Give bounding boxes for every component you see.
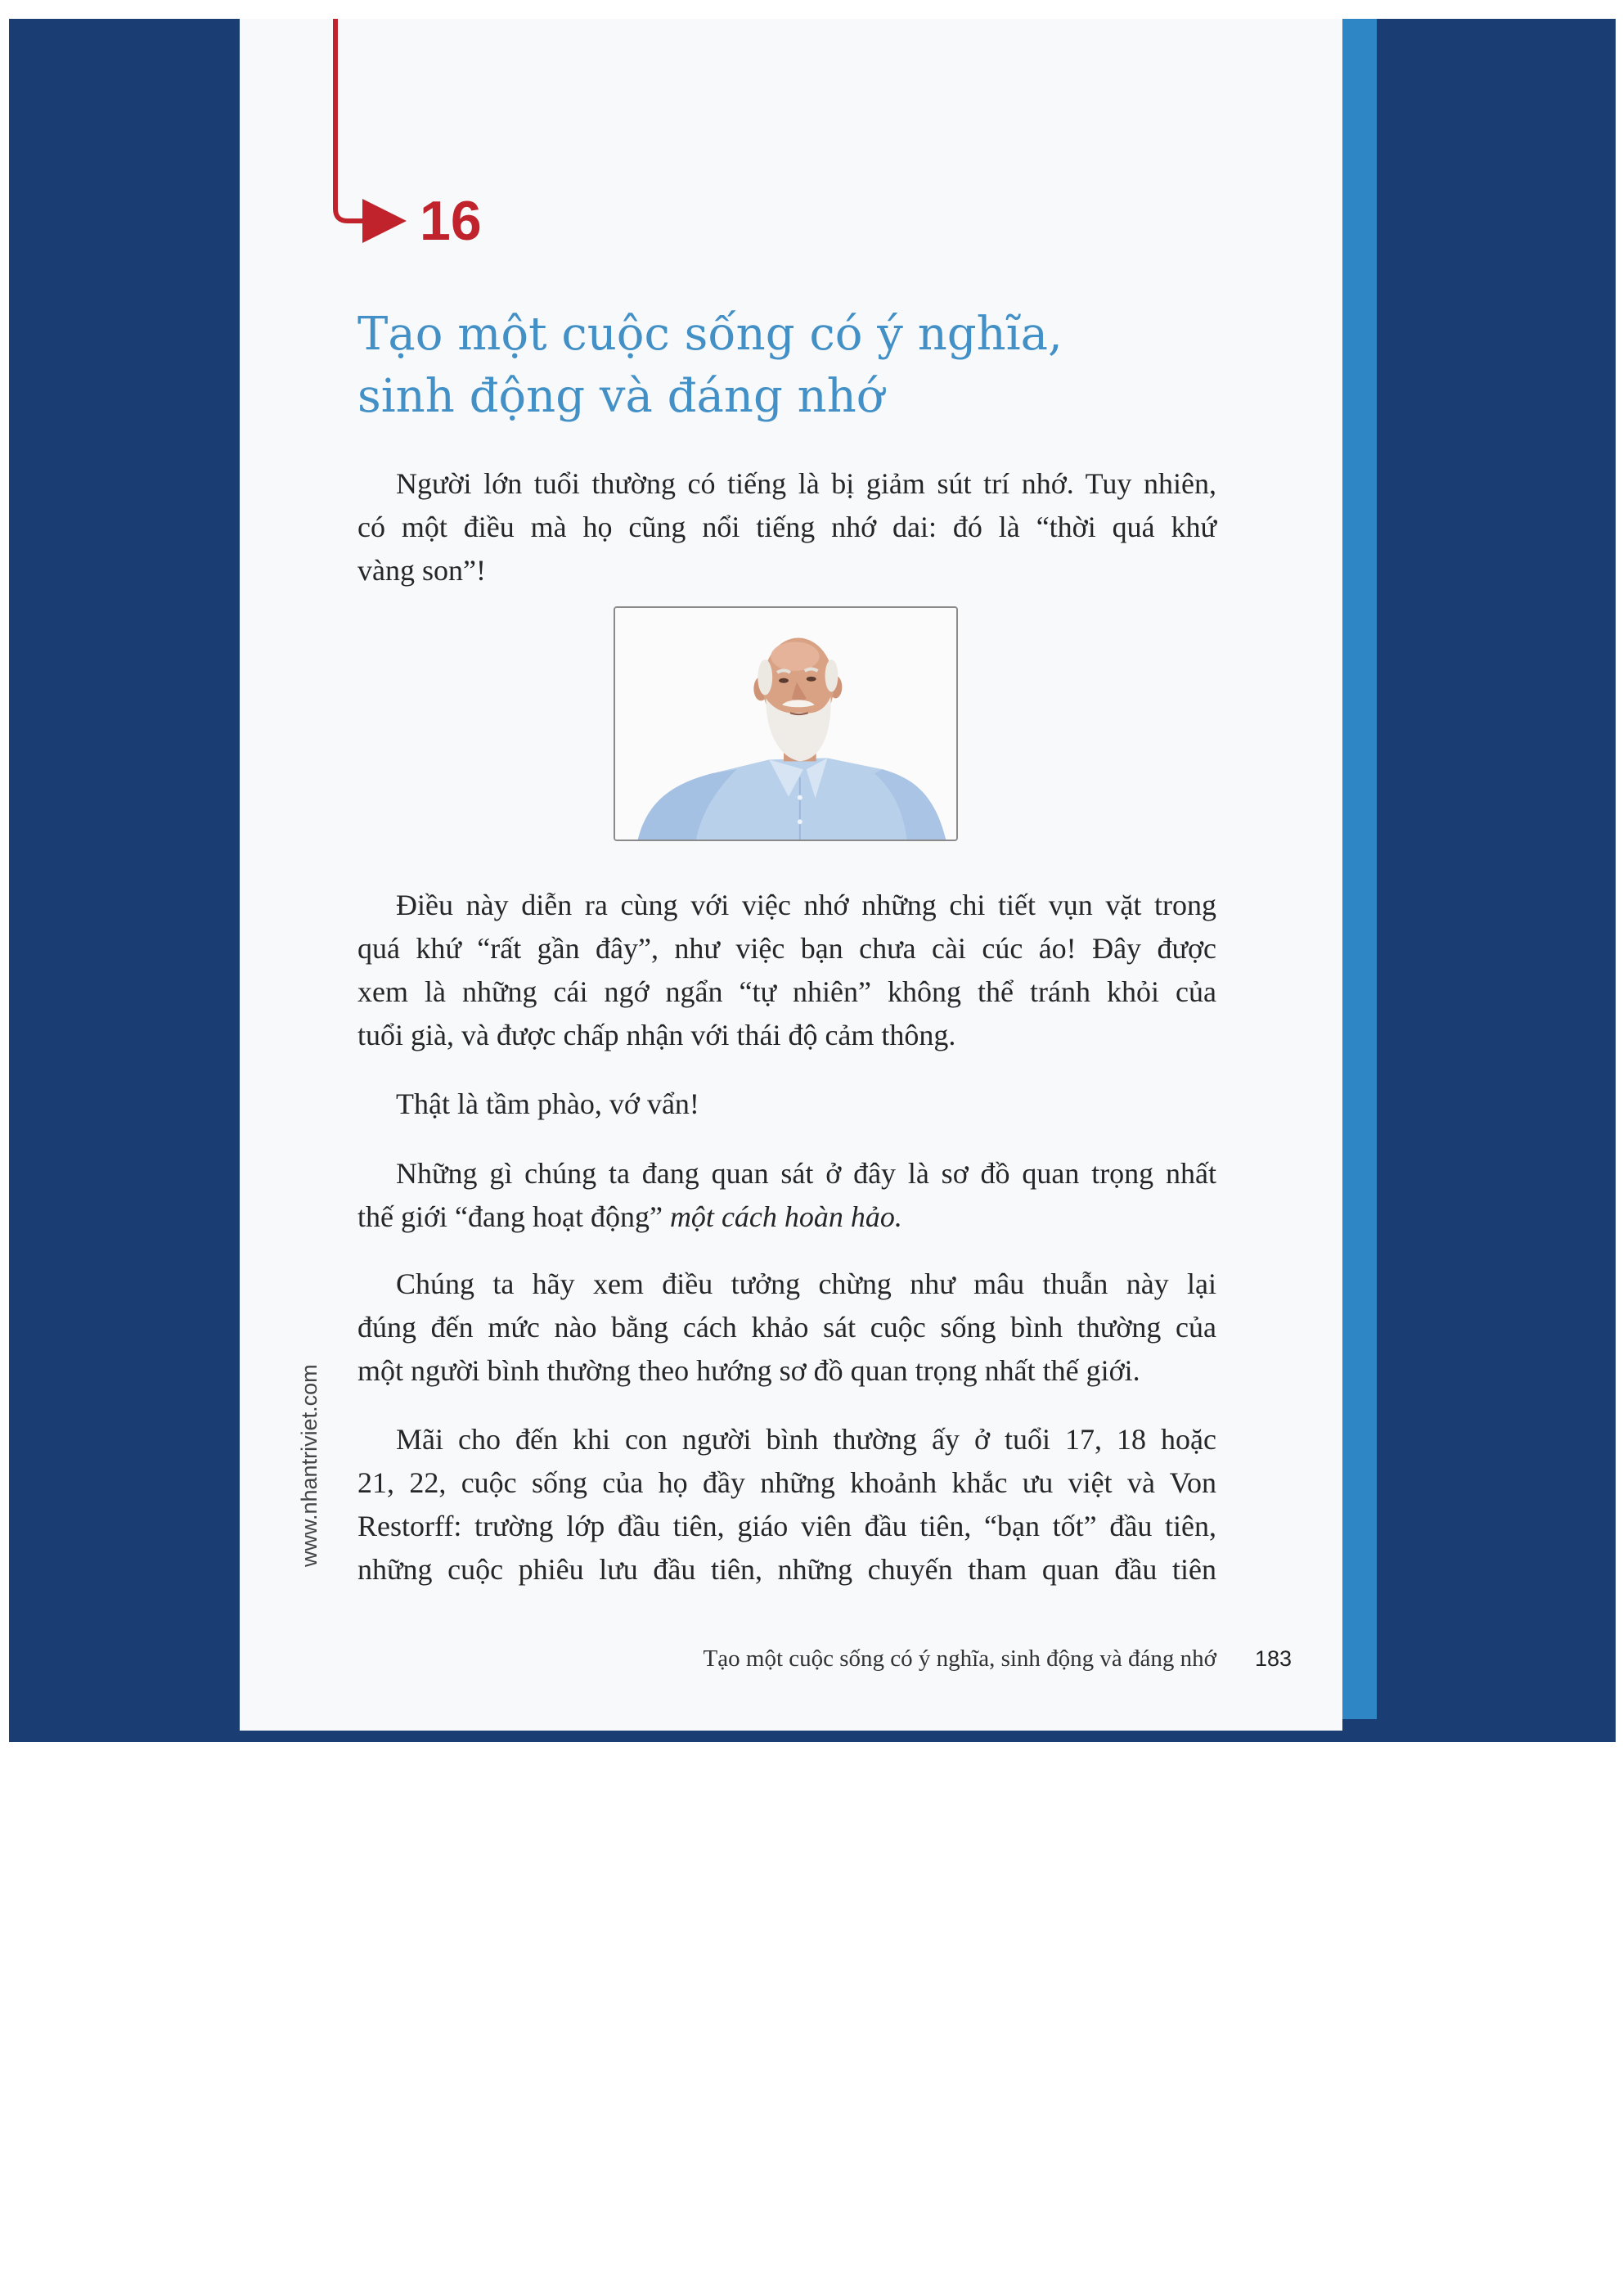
paragraph	[357, 1263, 1216, 1393]
book-page	[240, 19, 1342, 1731]
running-title: Tạo một cuộc sống có ý nghĩa, sinh động và đáng nhớ	[703, 1645, 1216, 1672]
publisher-website: www.nhantriviet.com	[297, 1364, 321, 1567]
text-line: Thật là tầm phào, vớ vẩn!	[396, 1087, 699, 1120]
text-line: một người bình thường theo hướng sơ đồ quan trọng nhất thế giới.	[357, 1354, 1140, 1387]
paragraph	[357, 1418, 1216, 1591]
text-line: Người lớn tuổi thường có tiếng là bị giảm sút trí nhớ. Tuy nhiên,	[396, 467, 1216, 500]
paragraph	[357, 1152, 1216, 1239]
text-line: những cuộc phiêu lưu đầu tiên, những chuyến tham quan đầu tiên	[357, 1553, 1216, 1586]
page-edge-strip	[1342, 19, 1377, 1719]
text-line: Chúng ta hãy xem điều tưởng chừng như mâu thuẫn này lại	[396, 1267, 1216, 1300]
text-line	[357, 1195, 1216, 1239]
text-line: đúng đến mức nào bằng cách khảo sát cuộc sống bình thường của	[357, 1311, 1216, 1344]
red-corner-arrow-icon	[323, 19, 413, 264]
text-line: Mãi cho đến khi con người bình thường ấy ở tuổi 17, 18 hoặc	[396, 1423, 1216, 1456]
text-line: tuổi già, và được chấp nhận với thái độ cảm thông.	[357, 1019, 956, 1051]
paragraph	[357, 884, 1216, 1057]
paragraph	[357, 1083, 1216, 1126]
text-line: Restorff: trường lớp đầu tiên, giáo viên đầu tiên, “bạn tốt” đầu tiên,	[357, 1510, 1216, 1542]
chapter-title-line: Tạo một cuộc sống có ý nghĩa,	[357, 308, 1063, 361]
text-line: vàng son”!	[357, 554, 486, 587]
text-line: Điều này diễn ra cùng với việc nhớ những chi tiết vụn vặt trong	[396, 889, 1216, 921]
text-line: có một điều mà họ cũng nổi tiếng nhớ dai: đó là “thời quá khứ	[357, 511, 1216, 543]
paragraph	[357, 462, 1216, 592]
text-line: 21, 22, cuộc sống của họ đầy những khoảnh khắc ưu việt và Von	[357, 1466, 1216, 1499]
page-number: 183	[1255, 1646, 1293, 1671]
portrait-photo	[614, 606, 958, 841]
text-segment: thế giới “đang hoạt động”	[357, 1200, 670, 1233]
chapter-title	[357, 304, 1257, 428]
chapter-number: 16	[420, 190, 482, 252]
chapter-title-line: sinh động và đáng nhớ	[357, 370, 884, 423]
text-line: Những gì chúng ta đang quan sát ở đây là sơ đồ quan trọng nhất	[396, 1157, 1216, 1190]
text-line: quá khứ “rất gần đây”, như việc bạn chưa cài cúc áo! Đây được	[357, 932, 1216, 965]
text-line: xem là những cái ngớ ngẩn “tự nhiên” không thể tránh khỏi của	[357, 975, 1216, 1008]
emphasis-text: một cách hoàn hảo.	[669, 1200, 902, 1233]
